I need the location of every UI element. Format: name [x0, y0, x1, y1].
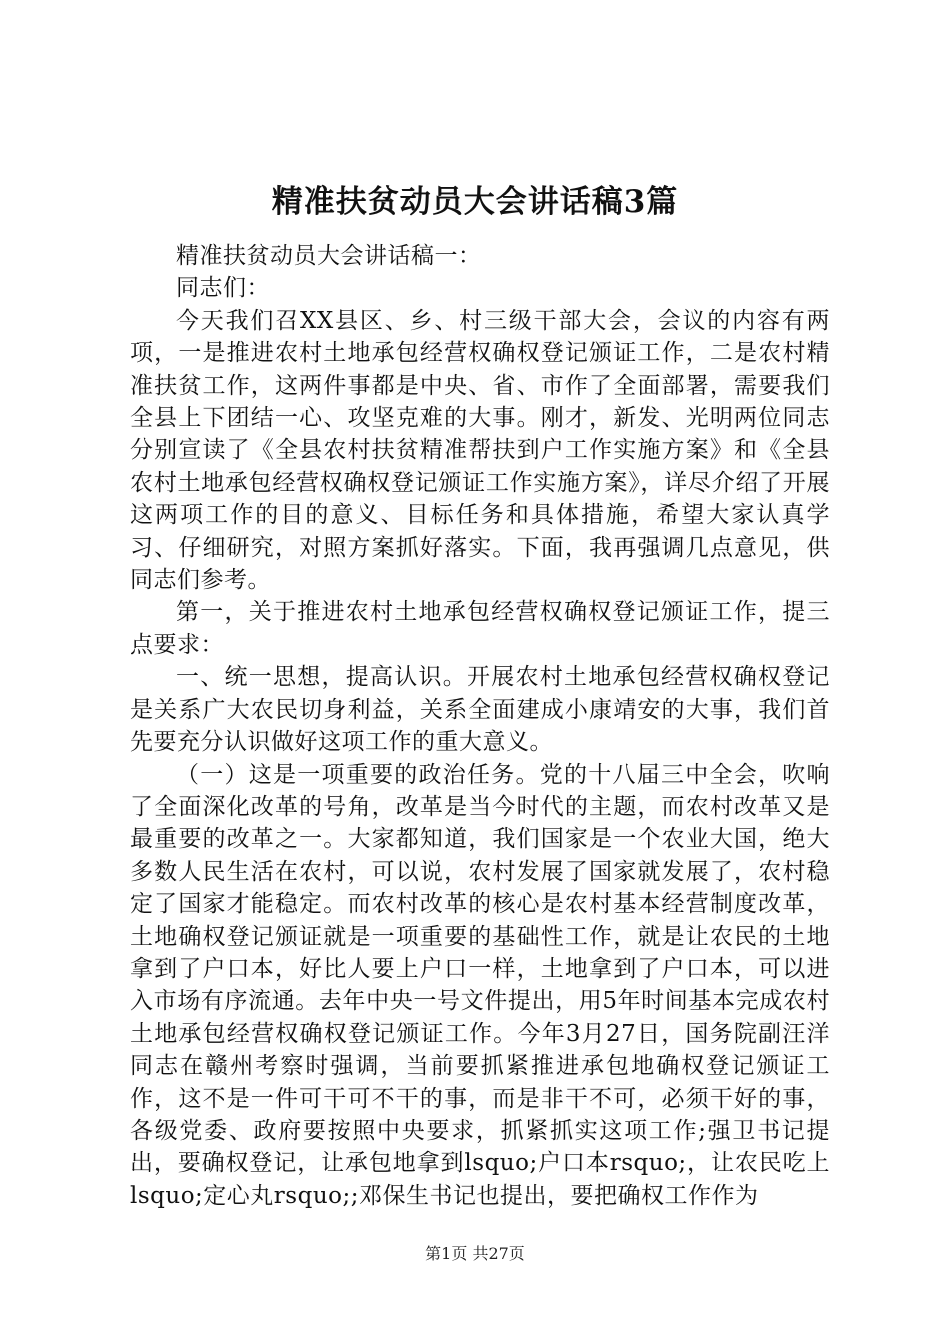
document-title: 精准扶贫动员大会讲话稿3篇	[271, 184, 679, 220]
paragraph-first-point: 第一，关于推进农村土地承包经营权确权登记颁证工作，提三点要求：	[130, 599, 830, 658]
paragraph-subsection-one: （一）这是一项重要的政治任务。党的十八届三中全会，吹响了全面深化改革的号角，改革是当今时代的主题，而农村改革又是最重要的改革之一。大家都知道，我们国家是一个农业大国，绝大多数人民生活在农村，可以说，农村发展了国家就发展了，农村稳定了国家才能稳定。而农村改革的核心是农村基本经营制度改革，土地确权登记颁证就是一项重要的基础性工作，就是让农民的土地拿到了户口本，好比人要上户口一样，土地拿到了户口本，可以进入市场有序流通。去年中央一号文件提出，用5年时间基本完成农村土地承包经营权确权登记颁证工作。今年3月27日，国务院副汪洋同志在赣州考察时强调，当前要抓紧推进承包地确权登记颁证工作，这不是一件可干可不干的事，而是非干不可，必须干好的事，各级党委、政府要按照中央要求，抓紧抓实这项工作;强卫书记提出，要确权登记，让承包地拿到lsquo;户口本rsquo;，让农民吃上lsquo;定心丸rsquo;;邓保生书记也提出，要把确权工作作为	[130, 761, 830, 1209]
paragraph-intro: 今天我们召XX县区、乡、村三级干部大会，会议的内容有两项，一是推进农村土地承包经营权确权登记颁证工作，二是农村精准扶贫工作，这两件事都是中央、省、市作了全面部署，需要我们全县上下团结一心、攻坚克难的大事。刚才，新发、光明两位同志分别宣读了《全县农村扶贫精准帮扶到户工作实施方案》和《全县农村土地承包经营权确权登记颁证工作实施方案》，详尽介绍了开展这两项工作的目的意义、目标任务和具体措施，希望大家认真学习、仔细研究，对照方案抓好落实。下面，我再强调几点意见，供同志们参考。	[130, 307, 830, 594]
paragraph-heading: 精准扶贫动员大会讲话稿一：	[176, 243, 482, 269]
page-footer: 第1页 共27页	[425, 1244, 525, 1263]
paragraph-salutation: 同志们：	[176, 275, 270, 302]
paragraph-section-one: 一、统一思想，提高认识。开展农村土地承包经营权确权登记是关系广大农民切身利益，关系全面建成小康靖安的大事，我们首先要充分认识做好这项工作的重大意义。	[130, 664, 830, 756]
document-body	[130, 240, 830, 1212]
